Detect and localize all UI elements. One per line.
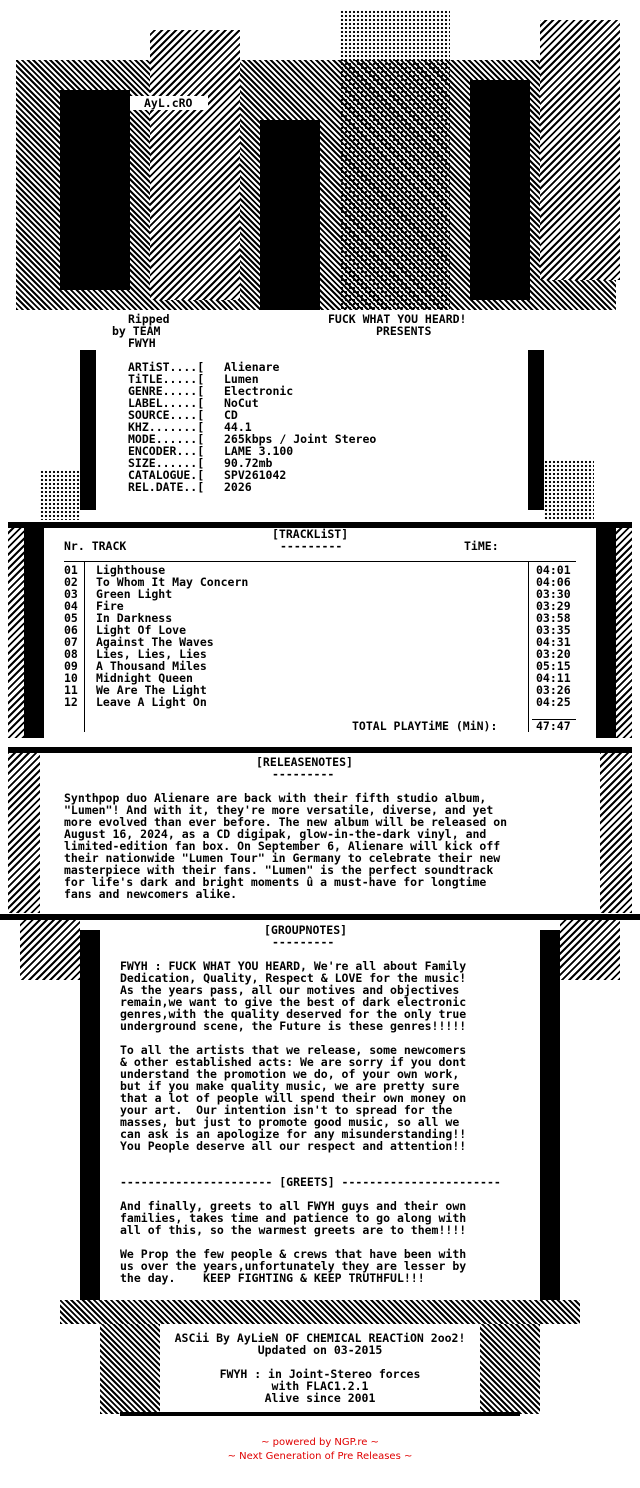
track-name: A Thousand Miles <box>96 659 207 673</box>
groupnotes-title: [GROUPNOTES] <box>264 923 348 937</box>
groupnotes-line: all of this, so the warmest greets are to them!!!! <box>120 1223 467 1237</box>
logo-tag: AyL.cRO <box>144 96 193 110</box>
track-time: 04:25 <box>536 695 571 709</box>
ngp-credit: ~ Next Generation of Pre Releases ~ <box>227 1451 413 1462</box>
groupnotes-line: masses, but just to promote good music, so all we <box>120 1115 460 1129</box>
info-key: TiTLE.....[ <box>128 372 205 386</box>
groupnotes-line: And finally, greets to all FWYH guys and their own <box>120 1199 467 1213</box>
track-time: 04:31 <box>536 635 571 649</box>
groupnotes-line: As the years pass, all our motives and objectives <box>120 983 460 997</box>
footer-line: Updated on 03-2015 <box>257 1343 383 1357</box>
track-number: 08 <box>64 647 78 661</box>
track-number: 03 <box>64 587 78 601</box>
info-value: 265kbps / Joint Stereo <box>224 432 377 446</box>
groupnotes-line: FWYH : FUCK WHAT YOU HEARD, We're all about Family <box>120 959 467 973</box>
info-value: 90.72mb <box>224 456 273 470</box>
track-number: 04 <box>64 599 78 613</box>
track-name: Fire <box>96 599 124 613</box>
releasenotes-line: more evolved than ever before. The new album will be released on <box>64 815 508 829</box>
groupnotes-line: We Prop the few people & crews that have been with <box>120 1247 467 1261</box>
groupnotes-line: genres,with the quality deserved for the only true <box>120 1007 467 1021</box>
track-number: 05 <box>64 611 78 625</box>
footer-line: Alive since 2001 <box>264 1391 376 1405</box>
track-name: Lighthouse <box>96 563 166 577</box>
releasenotes-underline: --------- <box>272 767 335 781</box>
groupnotes-underline: --------- <box>272 935 335 949</box>
groupnotes-line: us over the years,unfortunately they are lesser by <box>120 1259 467 1273</box>
track-name: Against The Waves <box>96 635 214 649</box>
track-name: Light Of Love <box>96 623 187 637</box>
info-value: 44.1 <box>224 420 252 434</box>
track-time: 03:26 <box>536 683 571 697</box>
groupnotes-line: To all the artists that we release, some newcomers <box>120 1043 467 1057</box>
info-key: REL.DATE..[ <box>128 480 205 494</box>
tracklist-col-time: TiME: <box>464 539 499 553</box>
info-value: Alienare <box>224 360 280 374</box>
groupnotes-line: can ask is an apologize for any misunderstanding!! <box>120 1127 467 1141</box>
track-name: In Darkness <box>96 611 173 625</box>
track-time: 03:35 <box>536 623 571 637</box>
track-name: We Are The Light <box>96 683 207 697</box>
info-value: SPV261042 <box>224 468 287 482</box>
ripped-by-line-2: by TEAM <box>112 324 161 338</box>
track-number: 12 <box>64 695 78 709</box>
groupnotes-line: but if you make quality music, we are pretty sure <box>120 1079 460 1093</box>
info-key: ARTiST....[ <box>128 360 205 374</box>
track-number: 02 <box>64 575 78 589</box>
info-value: NoCut <box>224 396 259 410</box>
footer-line: ASCii By AyLieN OF CHEMICAL REACTiON 2oo2! <box>174 1331 466 1345</box>
groupnotes-line: understand the promotion we do, of your own work, <box>120 1067 460 1081</box>
releasenotes-line: fans and newcomers alike. <box>64 887 238 901</box>
info-key: CATALOGUE.[ <box>128 468 205 482</box>
track-time: 03:30 <box>536 587 571 601</box>
footer-line: with FLAC1.2.1 <box>271 1379 369 1393</box>
ripped-by-line-3: FWYH <box>128 336 156 350</box>
track-time: 03:20 <box>536 647 571 661</box>
releasenotes-line: August 16, 2024, as a CD digipak, glow-in-the-dark vinyl, and <box>64 827 487 841</box>
track-number: 06 <box>64 623 78 637</box>
tracklist-underline: --------- <box>280 539 343 553</box>
greets-divider: ---------------------- [GREETS] ----------------------- <box>120 1175 501 1189</box>
info-key: GENRE.....[ <box>128 384 205 398</box>
track-number: 10 <box>64 671 78 685</box>
tracklist-col-nr: Nr. TRACK <box>64 539 127 553</box>
groupnotes-line: & other established acts: We are sorry if you dont <box>120 1055 467 1069</box>
track-time: 05:15 <box>536 659 571 673</box>
track-name: Lies, Lies, Lies <box>96 647 207 661</box>
presents-line-1: FUCK WHAT YOU HEARD! <box>328 312 467 326</box>
track-name: Leave A Light On <box>96 695 207 709</box>
releasenotes-line: limited-edition fan box. On September 6, Alienare will kick off <box>64 839 501 853</box>
tracklist-title: [TRACKLiST] <box>272 527 349 541</box>
releasenotes-line: masterpiece with their fans. "Lumen" is the perfect soundtrack <box>64 863 494 877</box>
groupnotes-line: that a lot of people will spend their own money on <box>120 1091 467 1105</box>
track-time: 04:01 <box>536 563 571 577</box>
groupnotes-line: your art. Our intention isn't to spread for the <box>120 1103 453 1117</box>
info-value: CD <box>224 408 238 422</box>
info-key: LABEL.....[ <box>128 396 205 410</box>
info-key: SOURCE....[ <box>128 408 205 422</box>
info-value: LAME 3.100 <box>224 444 294 458</box>
releasenotes-line: "Lumen"! And with it, they're more versatile, diverse, and yet <box>64 803 494 817</box>
track-number: 01 <box>64 563 78 577</box>
groupnotes-line: You People deserve all our respect and attention!! <box>120 1139 467 1153</box>
track-time: 03:29 <box>536 599 571 613</box>
info-key: SIZE......[ <box>128 456 205 470</box>
groupnotes-line: remain,we want to give the best of dark electronic <box>120 995 467 1009</box>
track-number: 09 <box>64 659 78 673</box>
releasenotes-line: Synthpop duo Alienare are back with their fifth studio album, <box>64 791 487 805</box>
info-key: MODE......[ <box>128 432 205 446</box>
track-name: To Whom It May Concern <box>96 575 249 589</box>
info-value: Electronic <box>224 384 294 398</box>
releasenotes-line: for life's dark and bright moments û a must-have for longtime <box>64 875 487 889</box>
info-key: KHZ.......[ <box>128 420 205 434</box>
groupnotes-line: Dedication, Quality, Respect & LOVE for the music! <box>120 971 467 985</box>
powered-by-credit: ~ powered by NGP.re ~ <box>261 1437 379 1448</box>
ripped-by-line-1: Ripped <box>128 312 170 326</box>
info-value: 2026 <box>224 480 252 494</box>
groupnotes-line: the day. KEEP FIGHTING & KEEP TRUTHFUL!!! <box>120 1271 425 1285</box>
track-name: Green Light <box>96 587 173 601</box>
track-time: 04:06 <box>536 575 571 589</box>
groupnotes-line: families, takes time and patience to go along with <box>120 1211 467 1225</box>
footer-line: FWYH : in Joint-Stereo forces <box>219 1367 421 1381</box>
groupnotes-line: underground scene, the Future is these genres!!!!! <box>120 1019 467 1033</box>
track-number: 11 <box>64 683 78 697</box>
track-name: Midnight Queen <box>96 671 193 685</box>
info-key: ENCODER...[ <box>128 444 205 458</box>
releasenotes-title: [RELEASENOTES] <box>256 755 353 769</box>
releasenotes-line: their nationwide "Lumen Tour" in Germany to celebrate their new <box>64 851 501 865</box>
track-time: 04:11 <box>536 671 571 685</box>
presents-line-2: PRESENTS <box>376 324 432 338</box>
track-time: 03:58 <box>536 611 571 625</box>
info-value: Lumen <box>224 372 259 386</box>
total-playtime-label: TOTAL PLAYTiME (MiN): <box>352 719 498 733</box>
total-playtime: 47:47 <box>536 719 571 733</box>
track-number: 07 <box>64 635 78 649</box>
